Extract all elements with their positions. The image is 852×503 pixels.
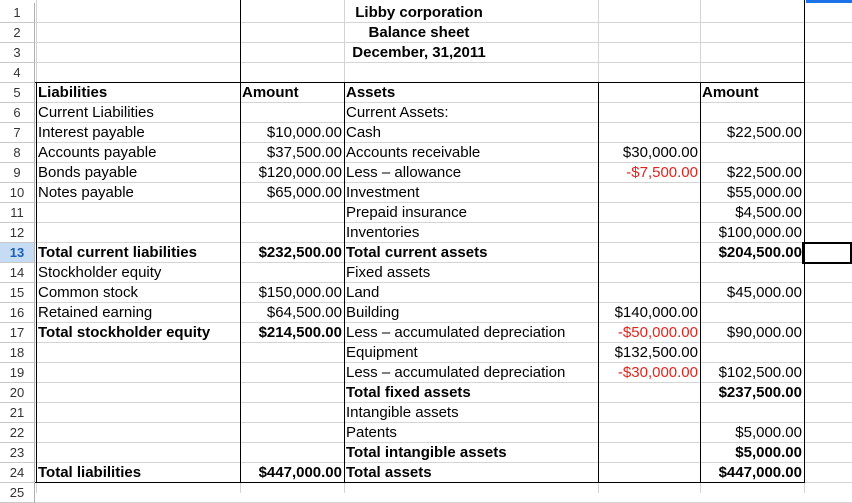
row-header[interactable]: 3 [0,43,35,63]
row-header[interactable]: 5 [0,83,35,103]
cell-c[interactable]: Cash [346,124,382,141]
table-border-column [344,82,345,483]
cell-d[interactable]: -$30,000.00 [617,364,698,381]
table-row [0,303,852,323]
row-header[interactable]: 2 [0,23,35,43]
cell-c[interactable]: Total fixed assets [346,384,471,401]
cell-d[interactable]: $30,000.00 [622,144,698,161]
cell-b[interactable]: $37,500.00 [266,144,342,161]
row-header[interactable]: 12 [0,223,35,243]
table-border-title-bottom [240,82,805,83]
cell-b[interactable]: $150,000.00 [258,284,342,301]
table-row [0,63,852,83]
column-header-highlight [806,0,852,3]
table-row [0,343,852,363]
cell-c[interactable]: Less – accumulated depreciation [346,364,566,381]
cell-e[interactable]: $100,000.00 [718,224,802,241]
table-row [0,3,852,23]
table-row [0,263,852,283]
table-row [0,83,852,103]
table-row [0,203,852,223]
table-row [0,383,852,403]
table-border-title-left [240,0,241,83]
cell-c[interactable]: Patents [346,424,397,441]
row-header[interactable]: 14 [0,263,35,283]
cell-e[interactable]: $447,000.00 [718,464,802,481]
cell-a[interactable]: Notes payable [38,184,134,201]
cell-e[interactable]: $204,500.00 [718,244,802,261]
table-row [0,143,852,163]
row-header[interactable]: 25 [0,483,35,503]
cell-a[interactable]: Total liabilities [38,464,142,481]
cell-c[interactable]: Less – accumulated depreciation [346,324,566,341]
cell-d[interactable]: -$50,000.00 [617,324,698,341]
cell-e[interactable]: $22,500.00 [726,164,802,181]
cell-e[interactable]: $5,000.00 [735,444,802,461]
row-header[interactable]: 13 [0,243,35,263]
cell-c[interactable]: Prepaid insurance [346,204,467,221]
cell-c[interactable]: Fixed assets [346,264,431,281]
cell-c[interactable]: Investment [346,184,420,201]
table-border-column [598,82,599,483]
cell-b[interactable]: $65,000.00 [266,184,342,201]
cell-e[interactable]: $22,500.00 [726,124,802,141]
row-header[interactable]: 16 [0,303,35,323]
cell-c[interactable]: Land [346,284,380,301]
table-row [0,463,852,483]
cell-a[interactable]: Common stock [38,284,139,301]
row-header[interactable]: 6 [0,103,35,123]
row-header[interactable]: 24 [0,463,35,483]
table-row [0,103,852,123]
cell-title[interactable]: Balance sheet [368,24,470,41]
table-row [0,183,852,203]
cell-a[interactable]: Current Liabilities [38,104,154,121]
table-border-header-top [35,82,240,83]
table-row [0,363,852,383]
cell-c[interactable]: Intangible assets [346,404,459,421]
cell-b[interactable]: $232,500.00 [258,244,342,261]
cell-e[interactable]: $4,500.00 [735,204,802,221]
cell-a[interactable]: Retained earning [38,304,153,321]
row-header[interactable]: 11 [0,203,35,223]
cell-e[interactable]: $45,000.00 [726,284,802,301]
table-row [0,163,852,183]
table-border-bottom [35,482,805,483]
row-header[interactable]: 20 [0,383,35,403]
table-row [0,43,852,63]
cell-e[interactable]: $90,000.00 [726,324,802,341]
row-header[interactable]: 8 [0,143,35,163]
table-row [0,123,852,143]
cell-e[interactable]: $5,000.00 [735,424,802,441]
row-header[interactable]: 23 [0,443,35,463]
cell-d[interactable]: $140,000.00 [614,304,698,321]
table-border-column [36,82,37,483]
cell-e[interactable]: Amount [702,84,759,101]
cell-title[interactable]: Libby corporation [355,4,483,21]
table-row [0,283,852,303]
cell-e[interactable]: $102,500.00 [718,364,802,381]
cell-b[interactable]: Amount [242,84,299,101]
cell-b[interactable]: $10,000.00 [266,124,342,141]
cell-c[interactable]: Assets [346,84,396,101]
cell-b[interactable]: $447,000.00 [258,464,342,481]
cell-b[interactable]: $214,500.00 [258,324,342,341]
cell-c[interactable]: Building [346,304,400,321]
cell-d[interactable]: -$7,500.00 [626,164,698,181]
row-header[interactable]: 15 [0,283,35,303]
cell-b[interactable]: $64,500.00 [266,304,342,321]
row-header[interactable]: 9 [0,163,35,183]
cell-a[interactable]: Stockholder equity [38,264,162,281]
cell-e[interactable]: $55,000.00 [726,184,802,201]
active-cell-cursor[interactable] [802,242,852,264]
cell-c[interactable]: Accounts receivable [346,144,481,161]
cell-a[interactable]: Accounts payable [38,144,157,161]
cell-a[interactable]: Bonds payable [38,164,138,181]
table-row [0,443,852,463]
table-row [0,323,852,343]
table-row [0,423,852,443]
cell-a[interactable]: Interest payable [38,124,145,141]
row-header[interactable]: 1 [0,3,35,23]
cell-title[interactable]: December, 31,2011 [352,44,486,61]
row-header[interactable]: 7 [0,123,35,143]
table-row [0,223,852,243]
table-row [0,403,852,423]
row-header[interactable]: 22 [0,423,35,443]
cell-c[interactable]: Less – allowance [346,164,462,181]
table-border-column [240,82,241,483]
row-header[interactable]: 17 [0,323,35,343]
table-row [0,243,852,263]
cell-d[interactable]: $132,500.00 [614,344,698,361]
cell-a[interactable]: Liabilities [38,84,108,101]
cell-b[interactable]: $120,000.00 [258,164,342,181]
cell-a[interactable]: Total stockholder equity [38,324,211,341]
row-header[interactable]: 10 [0,183,35,203]
cell-e[interactable]: $237,500.00 [718,384,802,401]
cell-c[interactable]: Total intangible assets [346,444,507,461]
row-header[interactable]: 19 [0,363,35,383]
table-row [0,23,852,43]
table-row [0,483,852,503]
cell-c[interactable]: Total assets [346,464,432,481]
row-header[interactable]: 18 [0,343,35,363]
cell-c[interactable]: Equipment [346,344,418,361]
cell-c[interactable]: Current Assets: [346,104,449,121]
cell-c[interactable]: Inventories [346,224,420,241]
cell-c[interactable]: Total current assets [346,244,488,261]
cell-a[interactable]: Total current liabilities [38,244,197,261]
row-header[interactable]: 21 [0,403,35,423]
row-header[interactable]: 4 [0,63,35,83]
table-border-column [700,82,701,483]
